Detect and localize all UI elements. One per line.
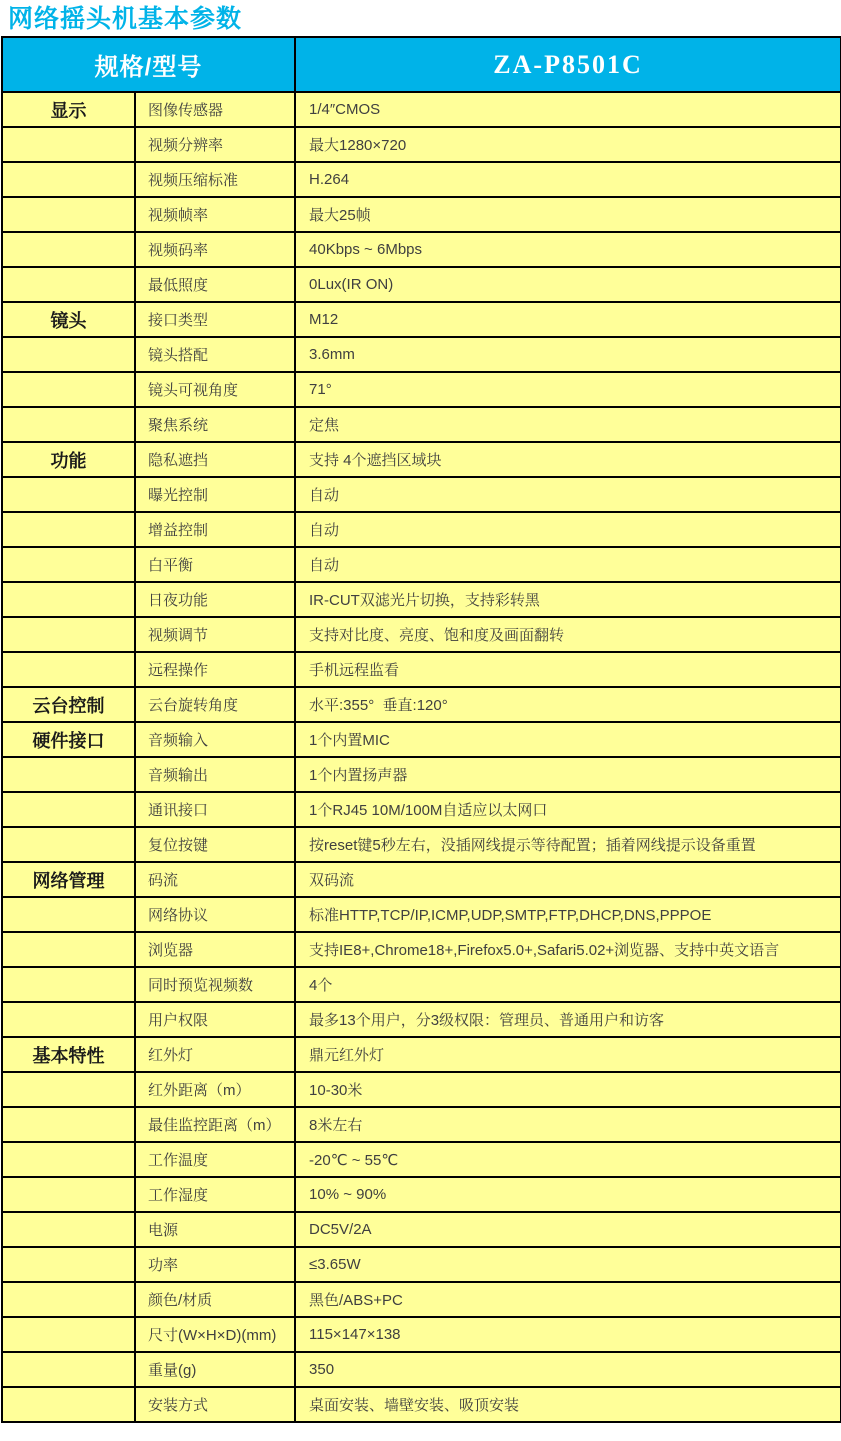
value-cell: 最大1280×720 [295,127,841,162]
param-cell: 音频输出 [135,757,295,792]
table-row [2,1142,841,1177]
category-cell [2,162,135,197]
param-cell: 最低照度 [135,267,295,302]
value-cell: 支持 4个遮挡区域块 [295,442,841,477]
value-cell: 支持对比度、亮度、饱和度及画面翻转 [295,617,841,652]
value-cell: 10% ~ 90% [295,1177,841,1212]
category-cell [2,1282,135,1317]
category-cell [2,1352,135,1387]
table-row [2,337,841,372]
param-cell: 网络协议 [135,897,295,932]
category-cell [2,582,135,617]
param-cell: 镜头搭配 [135,337,295,372]
table-row [2,232,841,267]
param-cell: 增益控制 [135,512,295,547]
value-cell: 1个内置扬声器 [295,757,841,792]
value-cell: 最大25帧 [295,197,841,232]
table-row [2,617,841,652]
table-row [2,1177,841,1212]
category-cell [2,1317,135,1352]
table-row [2,1282,841,1317]
category-cell [2,1072,135,1107]
value-cell: 水平:355° 垂直:120° [295,687,841,722]
table-row [2,162,841,197]
category-cell [2,1107,135,1142]
category-cell [2,1387,135,1422]
value-cell: 0Lux(IR ON) [295,267,841,302]
category-cell [2,792,135,827]
table-row [2,722,841,757]
table-row [2,1107,841,1142]
category-cell [2,932,135,967]
category-cell [2,127,135,162]
table-row [2,442,841,477]
category-cell [2,512,135,547]
param-cell: 功率 [135,1247,295,1282]
value-cell: DC5V/2A [295,1212,841,1247]
table-row [2,302,841,337]
table-row [2,1247,841,1282]
value-cell: 350 [295,1352,841,1387]
table-row [2,757,841,792]
category-cell [2,897,135,932]
category-cell [2,267,135,302]
table-row [2,687,841,722]
table-row [2,792,841,827]
table-row [2,92,841,127]
param-cell: 浏览器 [135,932,295,967]
param-cell: 码流 [135,862,295,897]
value-cell: 10-30米 [295,1072,841,1107]
param-cell: 颜色/材质 [135,1282,295,1317]
spec-table [1,36,841,1423]
param-cell: 尺寸(W×H×D)(mm) [135,1317,295,1352]
value-cell: 按reset键5秒左右，没插网线提示等待配置；插着网线提示设备重置 [295,827,841,862]
table-body [2,92,841,1422]
category-cell: 云台控制 [2,687,135,722]
table-row [2,967,841,1002]
table-row [2,1387,841,1422]
category-cell [2,1002,135,1037]
param-cell: 聚焦系统 [135,407,295,442]
param-cell: 图像传感器 [135,92,295,127]
table-row [2,547,841,582]
value-cell: ≤3.65W [295,1247,841,1282]
table-row [2,932,841,967]
table-row [2,1002,841,1037]
category-cell [2,232,135,267]
value-cell: 1/4″CMOS [295,92,841,127]
category-cell [2,967,135,1002]
param-cell: 复位按键 [135,827,295,862]
value-cell: 1个内置MIC [295,722,841,757]
table-row [2,1212,841,1247]
param-cell: 白平衡 [135,547,295,582]
value-cell: 标准HTTP,TCP/IP,ICMP,UDP,SMTP,FTP,DHCP,DNS,PPPOE [295,897,841,932]
table-row [2,127,841,162]
table-row [2,197,841,232]
param-cell: 接口类型 [135,302,295,337]
value-cell: 71° [295,372,841,407]
category-cell [2,1212,135,1247]
category-cell [2,1247,135,1282]
param-cell: 云台旋转角度 [135,687,295,722]
param-cell: 工作湿度 [135,1177,295,1212]
table-row [2,1037,841,1072]
param-cell: 音频输入 [135,722,295,757]
category-cell [2,757,135,792]
param-cell: 红外灯 [135,1037,295,1072]
category-cell: 镜头 [2,302,135,337]
table-row [2,1352,841,1387]
param-cell: 视频调节 [135,617,295,652]
value-cell: 4个 [295,967,841,1002]
category-cell [2,652,135,687]
param-cell: 曝光控制 [135,477,295,512]
category-cell [2,337,135,372]
table-row [2,827,841,862]
param-cell: 视频分辨率 [135,127,295,162]
category-cell: 硬件接口 [2,722,135,757]
param-cell: 红外距离（m） [135,1072,295,1107]
param-cell: 通讯接口 [135,792,295,827]
param-cell: 工作温度 [135,1142,295,1177]
param-cell: 安装方式 [135,1387,295,1422]
table-row [2,1317,841,1352]
param-cell: 隐私遮挡 [135,442,295,477]
category-cell: 基本特性 [2,1037,135,1072]
param-cell: 最佳监控距离（m） [135,1107,295,1142]
table-row [2,897,841,932]
value-cell: 鼎元红外灯 [295,1037,841,1072]
table-row [2,862,841,897]
category-cell [2,617,135,652]
value-cell: 双码流 [295,862,841,897]
table-row [2,267,841,302]
category-cell [2,1177,135,1212]
table-row [2,582,841,617]
category-cell [2,547,135,582]
param-cell: 视频压缩标准 [135,162,295,197]
category-cell [2,407,135,442]
param-cell: 日夜功能 [135,582,295,617]
table-row [2,512,841,547]
param-cell: 远程操作 [135,652,295,687]
value-cell: 1个RJ45 10M/100M自适应以太网口 [295,792,841,827]
value-cell: 3.6mm [295,337,841,372]
param-cell: 同时预览视频数 [135,967,295,1002]
value-cell: M12 [295,302,841,337]
category-cell [2,197,135,232]
param-cell: 电源 [135,1212,295,1247]
table-row [2,1072,841,1107]
header-model: ZA-P8501C [295,37,841,92]
category-cell: 显示 [2,92,135,127]
value-cell: 自动 [295,547,841,582]
value-cell: 40Kbps ~ 6Mbps [295,232,841,267]
category-cell [2,827,135,862]
value-cell: 定焦 [295,407,841,442]
value-cell: 支持IE8+,Chrome18+,Firefox5.0+,Safari5.02+浏览器、支持中英文语言 [295,932,841,967]
param-cell: 视频码率 [135,232,295,267]
value-cell: IR-CUT双滤光片切换，支持彩转黑 [295,582,841,617]
value-cell: 黑色/ABS+PC [295,1282,841,1317]
value-cell: 最多13个用户，分3级权限：管理员、普通用户和访客 [295,1002,841,1037]
category-cell: 网络管理 [2,862,135,897]
value-cell: 自动 [295,512,841,547]
value-cell: 8米左右 [295,1107,841,1142]
table-row [2,372,841,407]
table-row [2,652,841,687]
category-cell: 功能 [2,442,135,477]
category-cell [2,372,135,407]
category-cell [2,477,135,512]
value-cell: 桌面安装、墙壁安装、吸顶安装 [295,1387,841,1422]
header-row [2,37,841,92]
param-cell: 重量(g) [135,1352,295,1387]
param-cell: 视频帧率 [135,197,295,232]
value-cell: 自动 [295,477,841,512]
param-cell: 用户权限 [135,1002,295,1037]
value-cell: H.264 [295,162,841,197]
table-row [2,477,841,512]
value-cell: -20℃ ~ 55℃ [295,1142,841,1177]
table-header [2,37,841,92]
category-cell [2,1142,135,1177]
param-cell: 镜头可视角度 [135,372,295,407]
page-title: 网络摇头机基本参数 [8,5,243,33]
value-cell: 手机远程监看 [295,652,841,687]
header-spec-label: 规格/型号 [2,37,295,92]
value-cell: 115×147×138 [295,1317,841,1352]
table-row [2,407,841,442]
